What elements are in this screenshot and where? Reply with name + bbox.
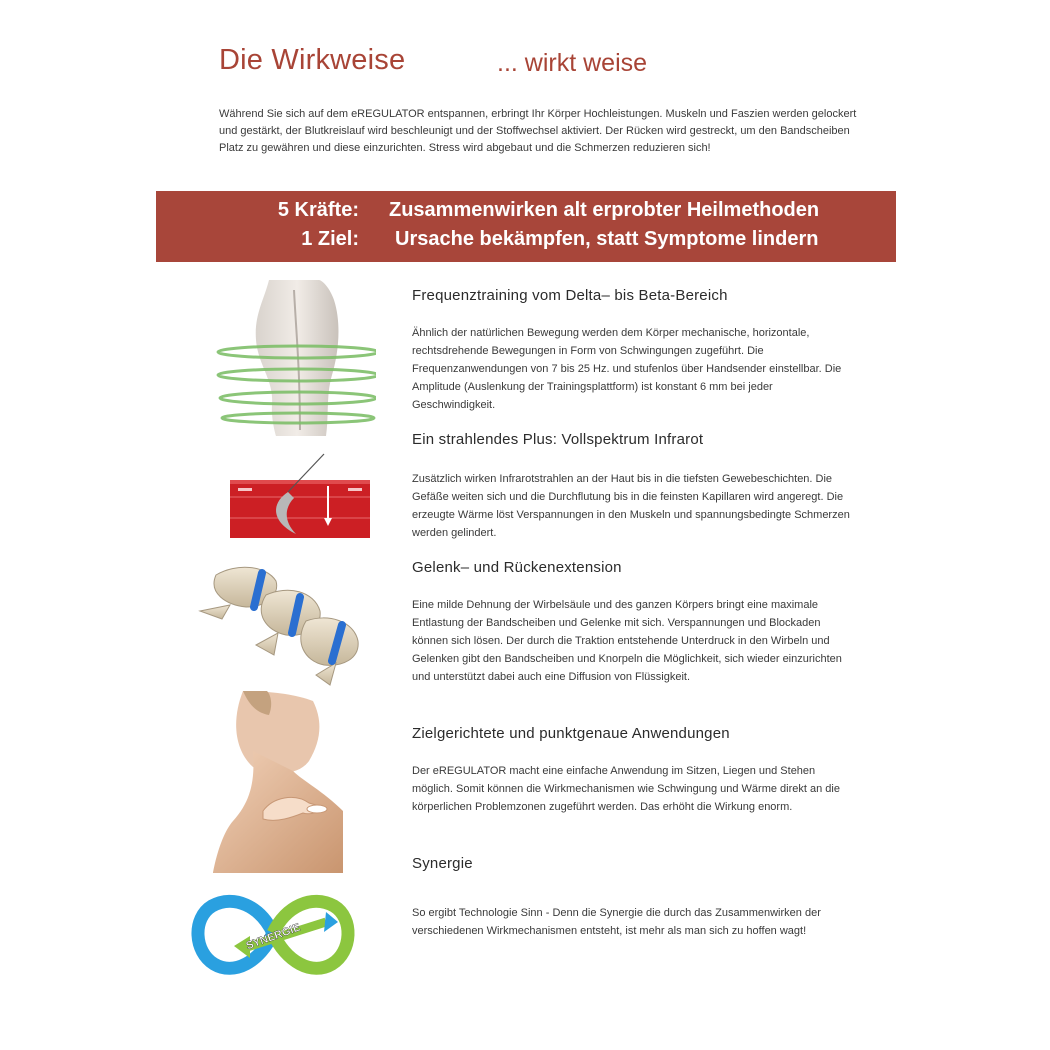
section-body-infrarot: Zusätzlich wirken Infrarotstrahlen an der Haut bis in die tiefsten Gewebeschichten. Die Gefäße weiten sich und die Durchflutung bis in die feinsten Kapillaren wird angeregt. Die erzeugte Wärme löst Verspannungen in den Muskeln und spannungsbedingte Schmerzen werden gelindert. — [412, 473, 850, 539]
section-heading-synergie: Synergie — [412, 855, 473, 872]
back-vibration-icon — [214, 280, 376, 436]
section-heading-anwendungen: Zielgerichtete und punktgenaue Anwendungen — [412, 725, 730, 742]
highlight-banner — [156, 191, 896, 262]
banner-row-ziel — [156, 228, 896, 258]
spine-vertebrae-icon — [196, 555, 372, 687]
banner-text-ziel: Ursache bekämpfen, statt Symptome lindern — [395, 228, 819, 250]
banner-label-kraefte: 5 Kräfte: — [277, 199, 359, 221]
synergie-logo-text: SYNERGIE — [244, 921, 303, 953]
banner-text-kraefte: Zusammenwirken alt erprobter Heilmethoden — [389, 199, 820, 221]
shoulder-image — [213, 691, 343, 873]
section-body-anwendungen: Der eREGULATOR macht eine einfache Anwendung im Sitzen, Liegen und Stehen möglich. Somit können die Wirkmechanismen wie Schwingung und Wärme direkt an die körperlichen Problemzonen zugeführt werden. Das erhöht die Wirkung enorm. — [412, 765, 840, 813]
infrared-image — [228, 452, 374, 542]
section-body-extension: Eine milde Dehnung der Wirbelsäule und des ganzen Körpers bringt eine maximale Entlastung der Bandscheiben und Gelenke mit sich. Verspannungen und Blockaden können sich lösen. Der durch die Traktion entstehende Unterdruck in den Wirbeln und Gelenken gibt den Bandscheiben und Knorpeln die Möglichkeit, sich wieder einzurichten und unterstützt dabei auch eine Diffusion von Flüssigkeit. — [412, 599, 842, 683]
shoulder-massage-icon — [213, 691, 343, 873]
section-body-frequenz: Ähnlich der natürlichen Bewegung werden dem Körper mechanische, horizontale, rechtsdrehende Bewegungen in Form von Schwingungen zugeführt. Die Frequenzanwendungen von 7 bis 25 Hz. und stufenlos über Handsender einstellbar. Die Amplitude (Auslenkung der Trainingsplattform) ist konstant 6 mm bei jeder Geschwindigkeit. — [412, 327, 842, 411]
section-heading-infrarot: Ein strahlendes Plus: Vollspektrum Infrarot — [412, 431, 704, 448]
intro-paragraph: Während Sie sich auf dem eREGULATOR entspannen, erbringt Ihr Körper Hochleistungen. Muskeln und Faszien werden gelockert und gestärkt, der Blutkreislauf wird beschleunigt und der Stoffwechsel aktiviert. Der Rücken wird gestreckt, um den Bandscheiben Platz zu gewähren und diese einzurichten. Stress wird abgebaut und die Schmerzen reduzieren sich! — [219, 108, 857, 154]
section-heading-frequenz: Frequenztraining vom Delta– bis Beta-Bereich — [412, 287, 728, 304]
page-title: Die Wirkweise — [219, 44, 406, 76]
synergie-logo-image — [190, 886, 356, 980]
banner-row-kraefte — [156, 199, 896, 229]
spine-image — [196, 555, 372, 687]
synergie-logo-icon — [190, 886, 356, 980]
infrared-diagram-icon — [228, 452, 374, 542]
back-vibration-image — [214, 280, 376, 436]
page-subtitle: ... wirkt weise — [497, 49, 648, 77]
section-heading-extension: Gelenk– und Rückenextension — [412, 559, 622, 576]
section-body-synergie: So ergibt Technologie Sinn - Denn die Synergie die durch das Zusammenwirken der verschiedenen Wirkmechanismen entsteht, ist mehr als man sich zu hoffen wagt! — [412, 907, 821, 937]
banner-label-ziel: 1 Ziel: — [301, 228, 359, 250]
